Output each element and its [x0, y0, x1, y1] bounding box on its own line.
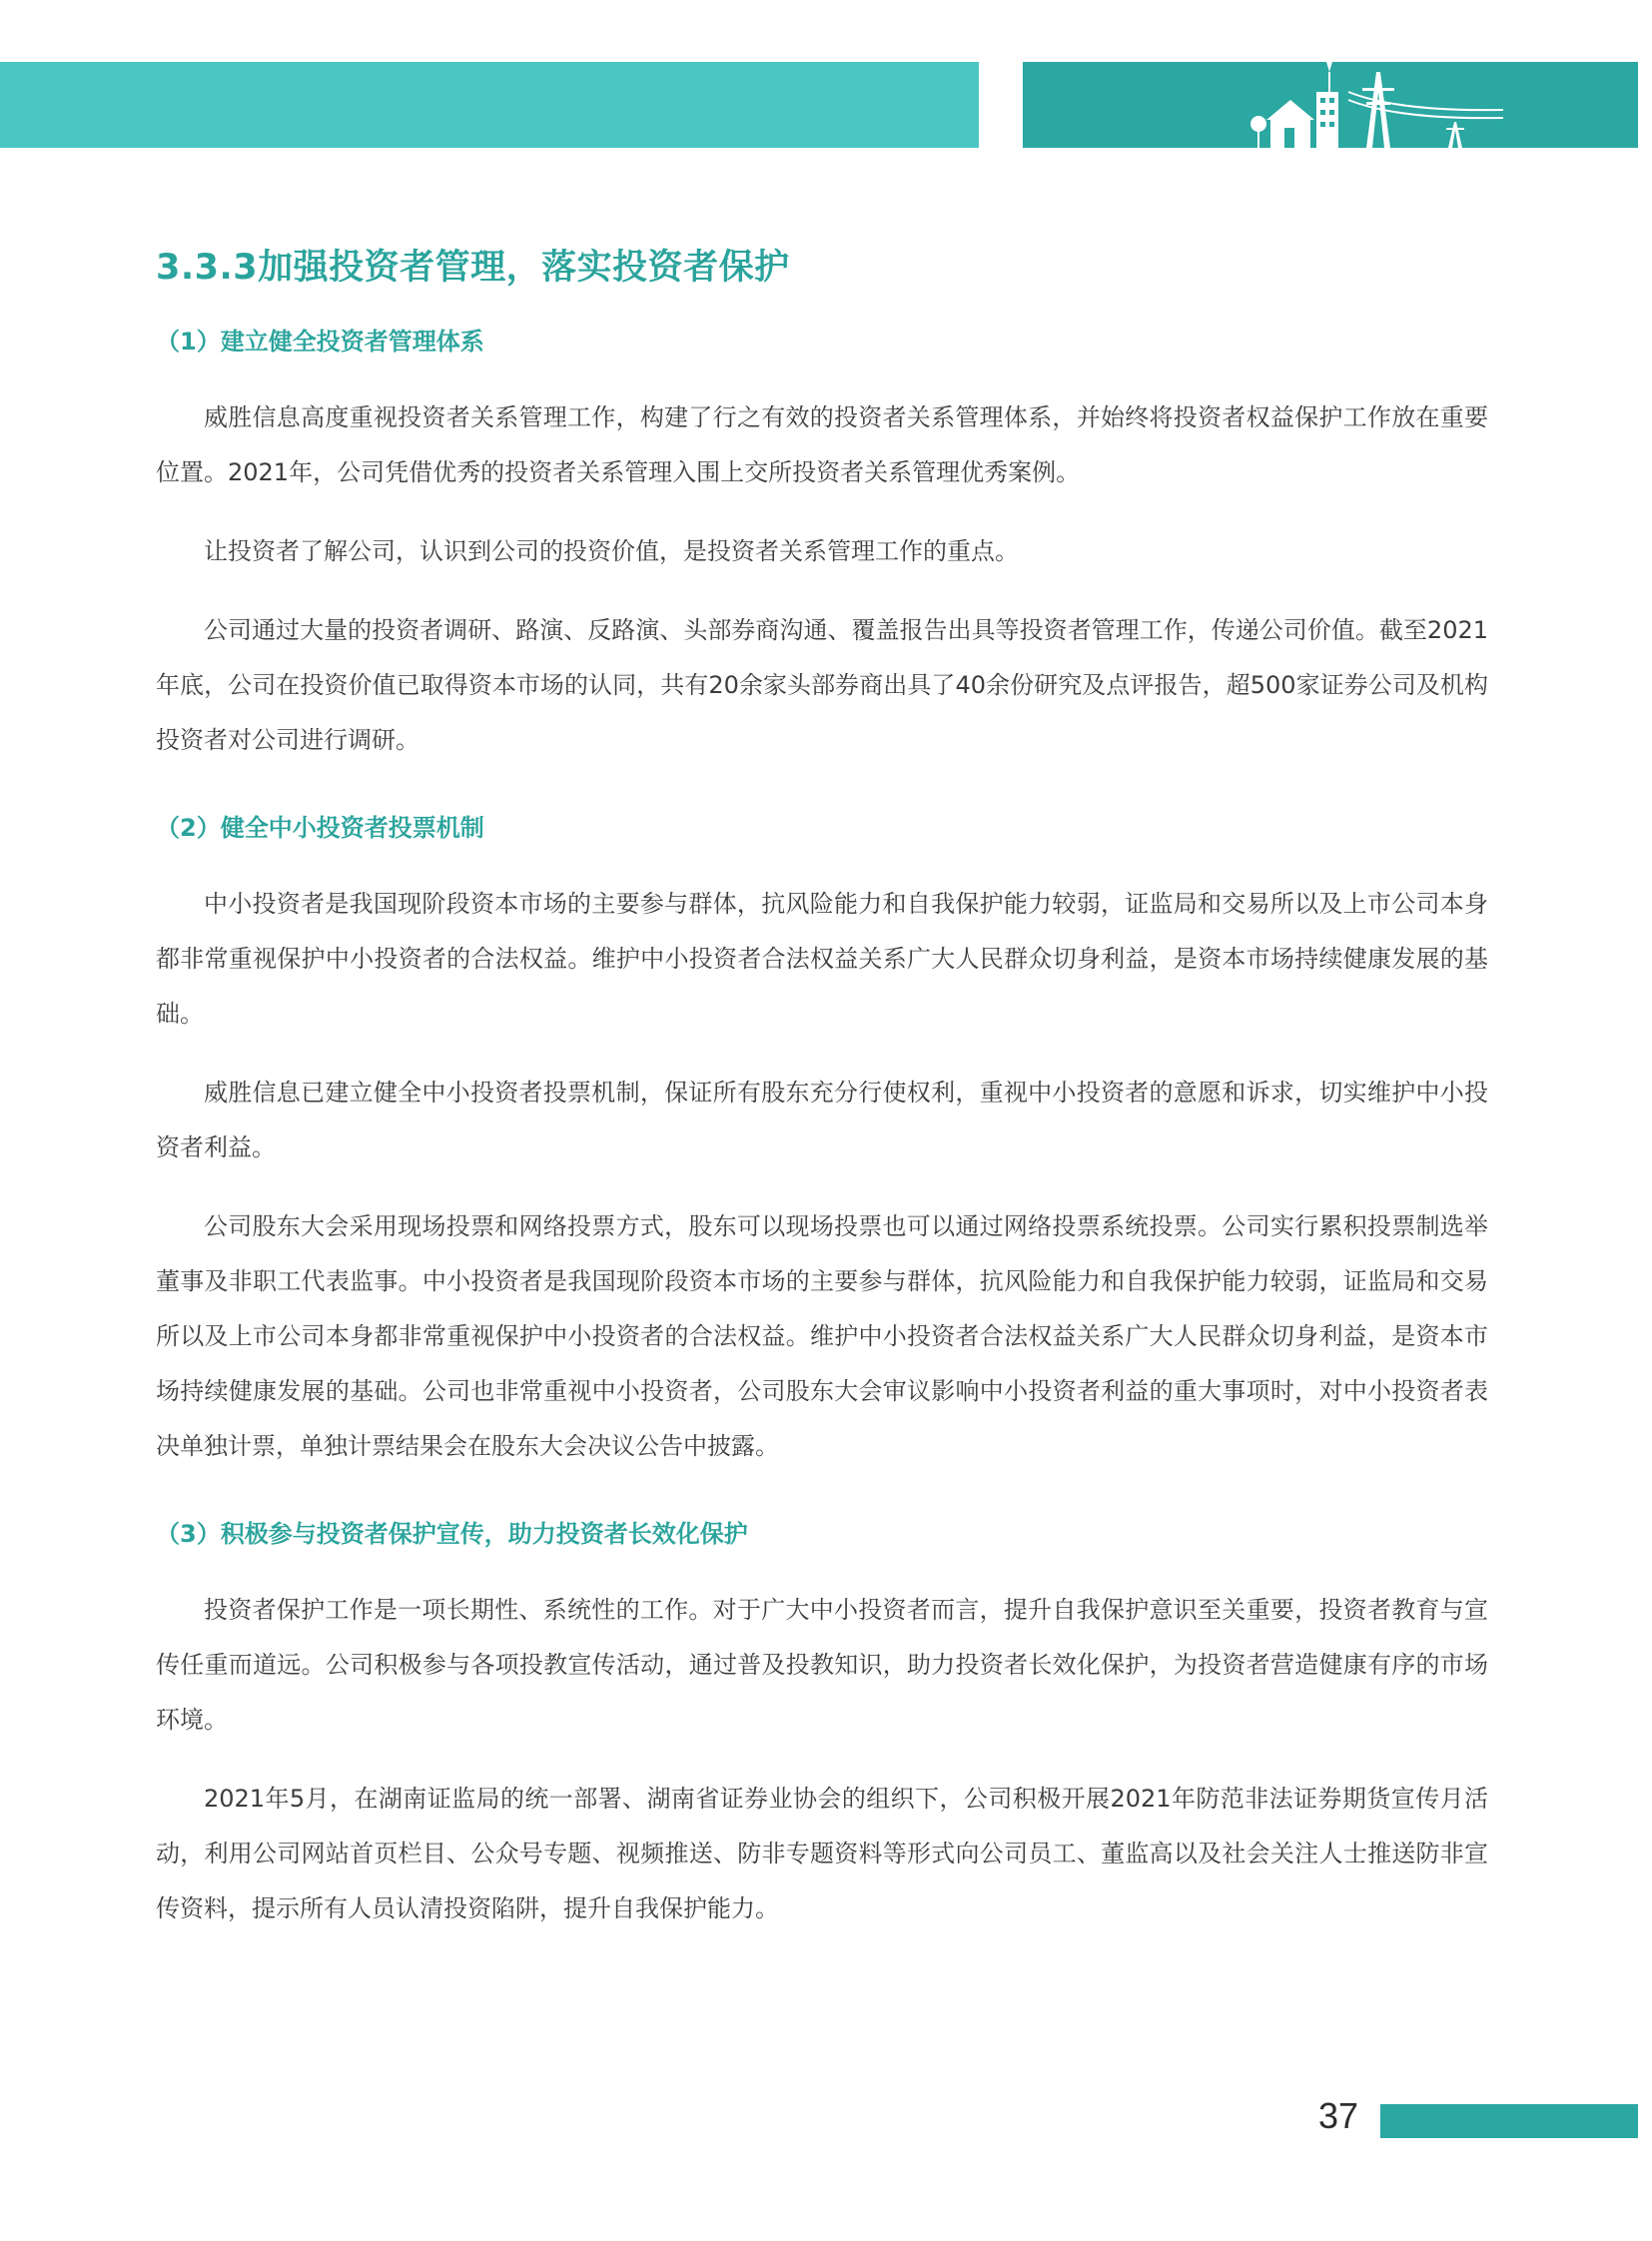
main-content	[156, 240, 1488, 1960]
paragraph: 威胜信息高度重视投资者关系管理工作，构建了行之有效的投资者关系管理体系，并始终将投资者权益保护工作放在重要位置。2021年，公司凭借优秀的投资者关系管理入围上交所投资者关系管理优秀案例。	[156, 403, 1488, 486]
subsection-3	[156, 1514, 1488, 1936]
paragraph: 威胜信息已建立健全中小投资者投票机制，保证所有股东充分行使权利，重视中小投资者的意愿和诉求，切实维护中小投资者利益。	[156, 1079, 1488, 1161]
subsection-2	[156, 808, 1488, 1474]
subsection-heading: （3）积极参与投资者保护宣传，助力投资者长效化保护	[156, 1520, 748, 1548]
subsection-heading: （1）建立健全投资者管理体系	[156, 328, 484, 356]
subsection-1	[156, 322, 1488, 768]
paragraph: 公司股东大会采用现场投票和网络投票方式，股东可以现场投票也可以通过网络投票系统投票。公司实行累积投票制选举董事及非职工代表监事。中小投资者是我国现阶段资本市场的主要参与群体，抗风险能力和自我保护能力较弱，证监局和交易所以及上市公司本身都非常重视保护中小投资者的合法权益。维护中小投资者合法权益关系广大人民群众切身利益，是资本市场持续健康发展的基础。公司也非常重视中小投资者，公司股东大会审议影响中小投资者利益的重大事项时，对中小投资者表决单独计票，单独计票结果会在股东大会决议公告中披露。	[156, 1212, 1488, 1460]
paragraph: 投资者保护工作是一项长期性、系统性的工作。对于广大中小投资者而言，提升自我保护意识至关重要，投资者教育与宣传任重而道远。公司积极参与各项投教宣传活动，通过普及投教知识，助力投资者长效化保护，为投资者营造健康有序的市场环境。	[156, 1596, 1488, 1734]
city-energy-skyline-icon	[1248, 62, 1508, 148]
paragraph: 2021年5月，在湖南证监局的统一部署、湖南省证券业协会的组织下，公司积极开展2021年防范非法证券期货宣传月活动，利用公司网站首页栏目、公众号专题、视频推送、防非专题资料等形式向公司员工、董监高以及社会关注人士推送防非宣传资料，提示所有人员认清投资陷阱，提升自我保护能力。	[156, 1785, 1488, 1922]
header-band-right	[1023, 62, 1638, 148]
paragraph: 中小投资者是我国现阶段资本市场的主要参与群体，抗风险能力和自我保护能力较弱，证监局和交易所以及上市公司本身都非常重视保护中小投资者的合法权益。维护中小投资者合法权益关系广大人民群众切身利益，是资本市场持续健康发展的基础。	[156, 890, 1488, 1028]
paragraph: 让投资者了解公司，认识到公司的投资价值，是投资者关系管理工作的重点。	[204, 537, 1019, 565]
subsection-heading: （2）健全中小投资者投票机制	[156, 814, 484, 842]
page-number: 37	[1318, 2095, 1359, 2136]
paragraph: 公司通过大量的投资者调研、路演、反路演、头部券商沟通、覆盖报告出具等投资者管理工作，传递公司价值。截至2021年底，公司在投资价值已取得资本市场的认同，共有20余家头部券商出具了40余份研究及点评报告，超500家证券公司及机构投资者对公司进行调研。	[156, 616, 1488, 754]
footer-accent-bar	[1380, 2104, 1638, 2138]
section-title: 3.3.3加强投资者管理，落实投资者保护	[156, 248, 790, 288]
header-band-left	[0, 62, 979, 148]
